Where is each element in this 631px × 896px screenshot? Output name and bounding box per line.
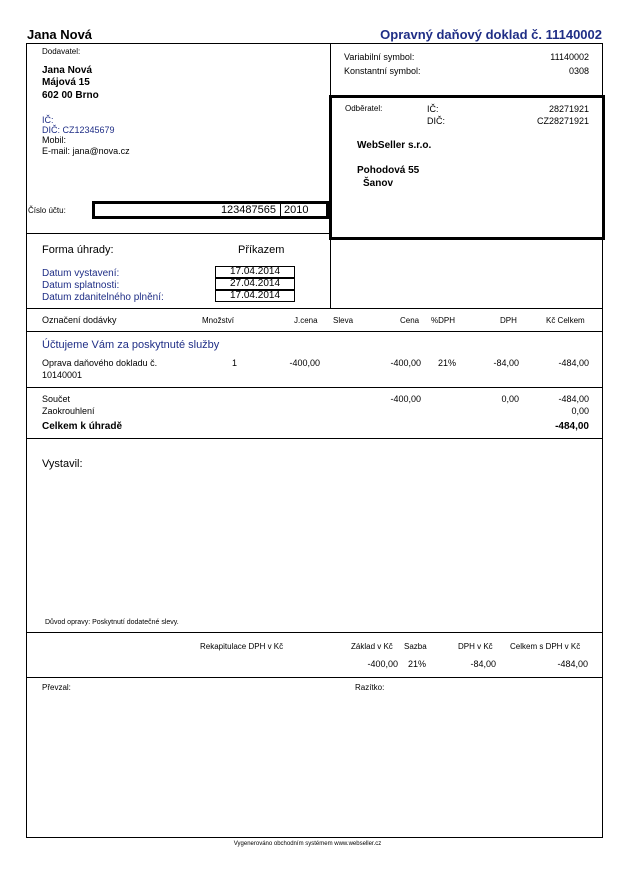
document-title: Opravný daňový doklad č. 11140002 [380,27,602,42]
col-qty: Množství [202,316,235,325]
supplier-mobile: Mobil: [42,135,67,145]
customer-name: WebSeller s.r.o. [357,140,432,151]
vat-recap-rate-label: Sazba [404,642,427,651]
received-label: Převzal: [42,683,71,692]
stamp-label: Razítko: [355,683,385,692]
account-number: 123487565 [220,204,276,216]
vat-recap-title: Rekapitulace DPH v Kč [200,642,284,651]
customer-city: Šanov [363,178,394,189]
supplier-dic: DIČ: CZ12345679 [42,125,115,135]
constant-symbol-label: Konstantní symbol: [344,66,421,76]
issue-date-label: Datum vystavení: [42,268,120,279]
recap-top-line [26,632,603,633]
payment-form-value: Příkazem [238,244,285,256]
rounding-value: 0,00 [571,406,589,416]
footer-text: Vygenerováno obchodním systémem www.webseller.cz [233,841,382,847]
row-total: -484,00 [558,358,589,368]
customer-label: Odběratel: [345,104,383,113]
due-date-value: 27.04.2014 [215,278,295,290]
vat-recap-vat-value: -84,00 [470,659,496,669]
row-vat-pct: 21% [438,358,457,368]
supplier-name: Jana Nová [42,65,93,76]
vat-recap-total-label: Celkem s DPH v Kč [510,642,581,651]
tax-date-value: 17.04.2014 [215,290,295,302]
row-unit-price: -400,00 [289,358,320,368]
table-header-line [26,331,603,332]
bank-code: 2010 [284,204,309,216]
col-item: Označení dodávky [42,315,117,325]
sum-price: -400,00 [390,394,421,404]
issuer-name: Jana Nová [27,27,93,42]
row-qty: 1 [232,358,238,368]
totals-top-line [26,387,603,388]
customer-ic-label: IČ: [427,104,439,114]
vat-recap-rate-value: 21% [408,659,427,669]
section-title: Účtujeme Vám za poskytnuté služby [42,339,220,351]
customer-ic-value: 28271921 [548,104,589,114]
customer-dic-value: CZ28271921 [536,116,589,126]
variable-symbol-label: Variabilní symbol: [344,52,415,62]
account-divider [280,201,281,219]
row-vat: -84,00 [493,358,519,368]
correction-reason: Důvod opravy: Poskytnutí dodatečné slevy. [45,619,179,626]
grand-total-value: -484,00 [555,421,589,432]
col-vat: DPH [500,316,517,325]
row-desc-line2: 10140001 [42,370,83,380]
col-discount: Sleva [333,316,354,325]
payment-separator [26,233,330,234]
row-desc-line1: Oprava daňového dokladu č. [42,358,158,368]
supplier-street: Májová 15 [42,77,90,88]
table-top-line [26,308,603,309]
sum-total: -484,00 [558,394,589,404]
vat-recap-total-value: -484,00 [557,659,588,669]
sum-vat: 0,00 [501,394,519,404]
due-date-label: Datum splatnosti: [42,280,120,291]
supplier-label: Dodavatel: [42,47,81,56]
supplier-email: E-mail: jana@nova.cz [42,146,130,156]
col-total: Kč Celkem [546,316,585,325]
rounding-label: Zaokrouhlení [42,406,95,416]
payment-form-label: Forma úhrady: [42,244,114,256]
col-vat-pct: %DPH [431,316,456,325]
account-label: Číslo účtu: [28,206,66,215]
constant-symbol-value: 0308 [568,66,589,76]
variable-symbol-value: 11140002 [550,52,589,62]
supplier-ic: IČ: [42,115,54,125]
tax-date-label: Datum zdanitelného plnění: [42,292,164,303]
supplier-city: 602 00 Brno [42,90,99,101]
row-price: -400,00 [390,358,421,368]
customer-dic-label: DIČ: [427,116,445,126]
vat-recap-base-value: -400,00 [367,659,398,669]
grand-total-label: Celkem k úhradě [42,421,123,432]
recap-bottom-line [26,677,603,678]
vat-recap-vat-label: DPH v Kč [458,642,493,651]
issue-date-value: 17.04.2014 [215,266,295,278]
customer-street: Pohodová 55 [357,165,420,176]
col-price: Cena [400,316,420,325]
col-unit-price: J.cena [294,316,318,325]
issued-by-label: Vystavil: [42,458,83,470]
totals-bottom-line [26,438,603,439]
vat-recap-base-label: Základ v Kč [351,642,393,651]
sum-label: Součet [42,394,71,404]
